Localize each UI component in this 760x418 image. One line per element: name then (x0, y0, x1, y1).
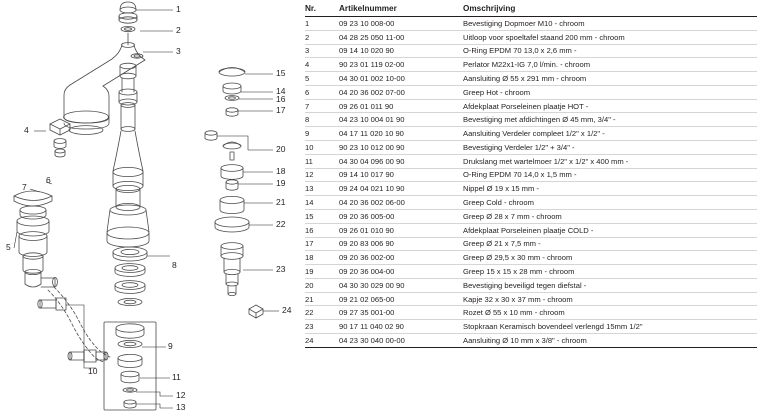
cell-description: Greep Ø 29,5 x 30 mm - chroom (463, 251, 757, 265)
cell-nr: 4 (305, 58, 339, 72)
callout-20: 20 (276, 144, 286, 154)
table-row (305, 306, 757, 320)
cell-article: 04 20 36 002 06-00 (339, 196, 463, 210)
callout-23: 23 (276, 264, 286, 274)
cell-article: 04 28 25 050 11-00 (339, 30, 463, 44)
cell-article: 04 23 10 004 01 90 (339, 113, 463, 127)
part-washer-stack (113, 247, 147, 306)
cell-nr: 24 (305, 333, 339, 347)
cell-article: 04 17 11 020 10 90 (339, 127, 463, 141)
cell-description: O-Ring EPDM 70 13,0 x 2,6 mm - (463, 44, 757, 58)
cell-description: Kapje 32 x 30 x 37 mm - chroom (463, 292, 757, 306)
cell-description: Greep Cold - chroom (463, 196, 757, 210)
cell-nr: 19 (305, 265, 339, 279)
cell-article: 04 23 30 040 00-00 (339, 333, 463, 347)
callout-5: 5 (6, 242, 11, 252)
part-inlet-fittings (38, 298, 108, 362)
part-ring-3 (131, 54, 143, 58)
callout-18: 18 (276, 166, 286, 176)
callout-16: 16 (276, 94, 286, 104)
cell-description: Bevestiging met afdichtingen Ø 45 mm, 3/4" - (463, 113, 757, 127)
table-row (305, 251, 757, 265)
parts-table (305, 4, 757, 348)
callout-14: 14 (276, 86, 286, 96)
cell-description: Greep Hot - chroom (463, 85, 757, 99)
cell-nr: 10 (305, 141, 339, 155)
cell-description: Bevestiging Verdeler 1/2" + 3/4" - (463, 141, 757, 155)
cell-nr: 3 (305, 44, 339, 58)
cell-nr: 2 (305, 30, 339, 44)
column-header-description: Omschrijving (463, 4, 757, 17)
cell-article: 09 14 10 020 90 (339, 44, 463, 58)
callout-9: 9 (168, 341, 173, 351)
callout-3: 3 (176, 46, 181, 56)
table-row (305, 168, 757, 182)
callout-12: 12 (176, 390, 186, 400)
callout-15: 15 (276, 68, 286, 78)
callout-19: 19 (276, 178, 286, 188)
cell-nr: 11 (305, 154, 339, 168)
cell-description: Aansluiting Ø 55 x 291 mm - chroom (463, 72, 757, 86)
table-row (305, 58, 757, 72)
cell-description: Nippel Ø 19 x 15 mm - (463, 182, 757, 196)
table-row (305, 85, 757, 99)
callout-8: 8 (172, 260, 177, 270)
callout-22: 22 (276, 219, 286, 229)
cell-nr: 17 (305, 237, 339, 251)
cell-article: 09 21 02 065-00 (339, 292, 463, 306)
cell-description: O-Ring EPDM 70 14,0 x 1,5 mm - (463, 168, 757, 182)
table-row (305, 209, 757, 223)
callout-1: 1 (176, 4, 181, 14)
table-row (305, 127, 757, 141)
callout-2: 2 (176, 25, 181, 35)
callout-13: 13 (176, 402, 186, 412)
part-handle-stack-right (215, 68, 249, 296)
faucet-diagram-svg (0, 0, 300, 418)
cell-article: 09 20 36 004-00 (339, 265, 463, 279)
part-central-column (107, 63, 149, 247)
cell-description: Perlator M22x1-IG 7,0 l/min. - chroom (463, 58, 757, 72)
cell-nr: 12 (305, 168, 339, 182)
cell-description: Aansluiting Verdeler compleet 1/2" x 1/2" - (463, 127, 757, 141)
table-row (305, 44, 757, 58)
cell-nr: 22 (305, 306, 339, 320)
cell-article: 09 14 10 017 90 (339, 168, 463, 182)
callout-17: 17 (276, 105, 286, 115)
table-row (305, 223, 757, 237)
callout-21: 21 (276, 197, 286, 207)
table-row (305, 196, 757, 210)
part-spout (64, 33, 146, 134)
cell-nr: 23 (305, 320, 339, 334)
table-row (305, 292, 757, 306)
cell-nr: 7 (305, 99, 339, 113)
callout-4: 4 (24, 125, 29, 135)
table-row (305, 72, 757, 86)
table-row (305, 237, 757, 251)
cell-nr: 9 (305, 127, 339, 141)
table-header-row (305, 4, 757, 17)
cell-description: Bevestiging Dopmoer M10 - chroom (463, 17, 757, 31)
callout-11: 11 (172, 372, 181, 382)
table-row (305, 141, 757, 155)
cell-description: Greep Ø 21 x 7,5 mm - (463, 237, 757, 251)
table-row (305, 333, 757, 347)
cell-article: 90 17 11 040 02 90 (339, 320, 463, 334)
cell-nr: 6 (305, 85, 339, 99)
cell-nr: 15 (305, 209, 339, 223)
part-dome-nut (119, 2, 137, 23)
parts-table-container (305, 4, 757, 414)
column-header-nr: Nr. (305, 4, 339, 17)
cell-description: Aansluiting Ø 10 mm x 3/8" - chroom (463, 333, 757, 347)
cell-description: Uitloop voor spoeltafel staand 200 mm - chroom (463, 30, 757, 44)
cell-article: 09 23 10 008-00 (339, 17, 463, 31)
table-row (305, 113, 757, 127)
part-ring-2 (121, 26, 135, 31)
column-header-article: Artikelnummer (339, 4, 463, 17)
cell-article: 09 20 36 002-00 (339, 251, 463, 265)
cell-article: 09 24 04 021 10 90 (339, 182, 463, 196)
cell-nr: 8 (305, 113, 339, 127)
cell-description: Afdekplaat Porseleinen plaatje HOT - (463, 99, 757, 113)
table-row (305, 17, 757, 31)
cell-description: Rozet Ø 55 x 10 mm - chroom (463, 306, 757, 320)
cell-nr: 13 (305, 182, 339, 196)
table-row (305, 99, 757, 113)
cell-description: Greep Ø 28 x 7 mm - chroom (463, 209, 757, 223)
cell-article: 09 20 83 006 90 (339, 237, 463, 251)
table-row (305, 278, 757, 292)
cell-description: Stopkraan Keramisch bovendeel verlengd 15mm 1/2" (463, 320, 757, 334)
cell-nr: 1 (305, 17, 339, 31)
table-body (305, 17, 757, 348)
table-row (305, 30, 757, 44)
cell-description: Afdekplaat Porseleinen plaatje COLD - (463, 223, 757, 237)
cell-article: 09 27 35 001-00 (339, 306, 463, 320)
callout-6: 6 (46, 175, 51, 185)
cell-article: 09 26 01 010 90 (339, 223, 463, 237)
cell-description: Drukslang met wartelmoer 1/2" x 1/2" x 400 mm - (463, 154, 757, 168)
cell-nr: 21 (305, 292, 339, 306)
cell-description: Greep 15 x 15 x 28 mm - chroom (463, 265, 757, 279)
exploded-parts-diagram (0, 0, 300, 418)
part-base-assembly (14, 191, 57, 287)
cell-article: 09 20 36 005-00 (339, 209, 463, 223)
cell-article: 04 30 01 002 10-00 (339, 72, 463, 86)
table-row (305, 320, 757, 334)
part-aerator (50, 119, 70, 157)
cell-description: Bevestiging beveiligd tegen diefstal - (463, 278, 757, 292)
callout-7: 7 (22, 182, 27, 192)
table-row (305, 182, 757, 196)
callout-24: 24 (282, 305, 292, 315)
table-row (305, 265, 757, 279)
cell-nr: 5 (305, 72, 339, 86)
cell-nr: 18 (305, 251, 339, 265)
part-lower-manifold (104, 322, 156, 410)
table-row (305, 154, 757, 168)
cell-article: 04 20 36 002 07-00 (339, 85, 463, 99)
cell-article: 04 30 04 096 00 90 (339, 154, 463, 168)
cell-article: 04 30 30 029 00 90 (339, 278, 463, 292)
callout-10: 10 (88, 366, 98, 376)
cell-nr: 20 (305, 278, 339, 292)
cell-nr: 16 (305, 223, 339, 237)
cell-article: 90 23 10 012 00 90 (339, 141, 463, 155)
cell-nr: 14 (305, 196, 339, 210)
cell-article: 09 26 01 011 90 (339, 99, 463, 113)
cell-article: 90 23 01 119 02-00 (339, 58, 463, 72)
